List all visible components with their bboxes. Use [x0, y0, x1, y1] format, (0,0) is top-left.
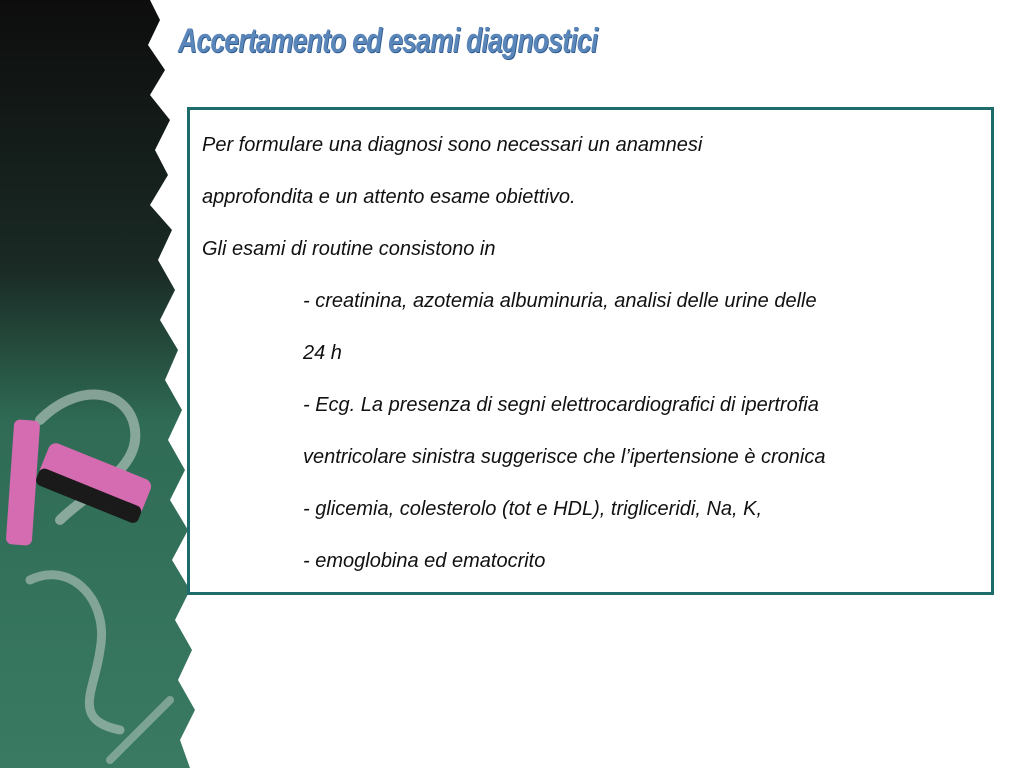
content-line: approfondita e un attento esame obiettivo. — [202, 186, 576, 208]
list-item: - Ecg. La presenza di segni elettrocardiografici di ipertrofia — [303, 394, 819, 416]
chalkboard-decoration — [0, 0, 200, 768]
slide-title: Accertamento ed esami diagnostici — [178, 22, 598, 60]
list-item-continuation: 24 h — [303, 342, 342, 364]
content-line: Per formulare una diagnosi sono necessari un anamnesi — [202, 134, 703, 156]
list-item: - creatinina, azotemia albuminuria, analisi delle urine delle — [303, 290, 817, 312]
list-item: - emoglobina ed ematocrito — [303, 550, 546, 572]
content-line: Gli esami di routine consistono in — [202, 238, 496, 260]
content-box — [187, 107, 994, 595]
list-item: - glicemia, colesterolo (tot e HDL), trigliceridi, Na, K, — [303, 498, 763, 520]
list-item-continuation: ventricolare sinistra suggerisce che l’ipertensione è cronica — [303, 446, 826, 468]
